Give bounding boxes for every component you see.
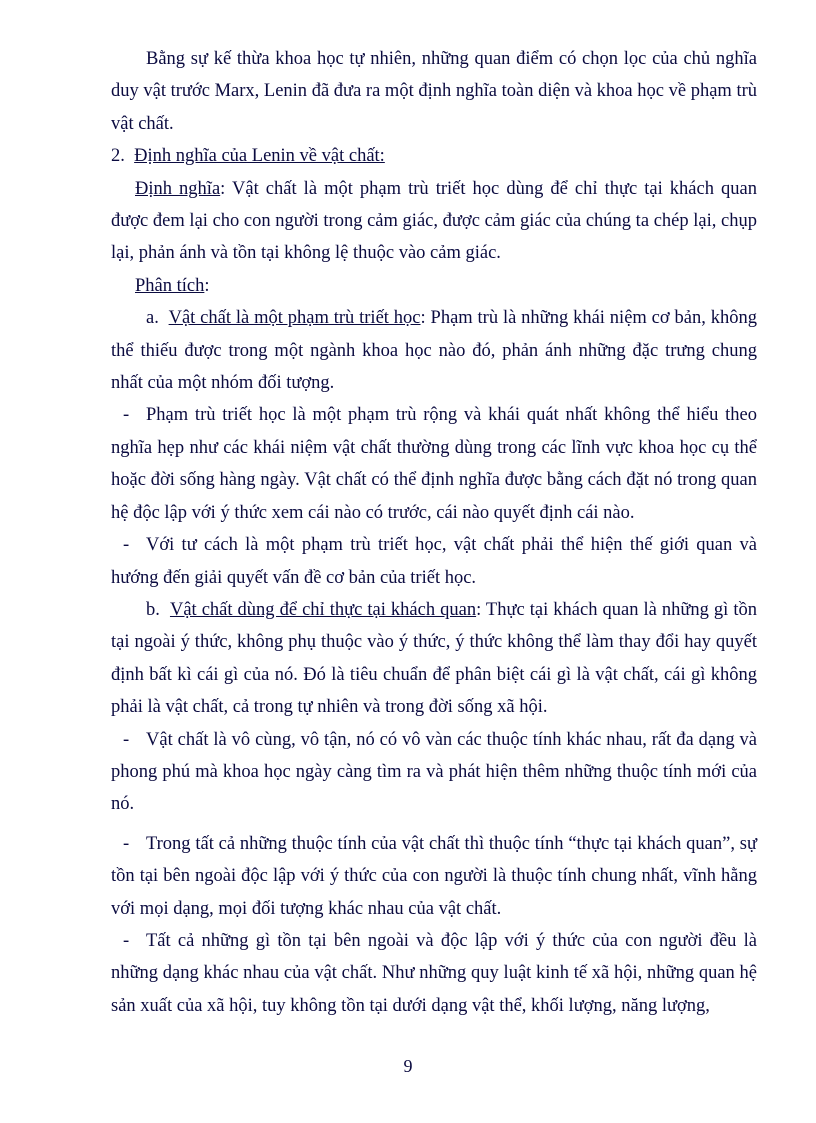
bullet-item bbox=[111, 724, 757, 821]
point-a-label: Vật chất là một phạm trù triết học bbox=[168, 308, 421, 329]
point-a-text: : Phạm trù là những khái niệm cơ bản, không thể thiếu được trong một ngành khoa học nào đó, phản ánh những đặc trưng chung nhất của một nhóm đối tượng. bbox=[111, 308, 757, 394]
analysis-label: Phân tích bbox=[135, 275, 205, 296]
bullet-dash: - bbox=[123, 833, 130, 854]
heading-number: 2. bbox=[111, 146, 125, 167]
bullet-text: Vật chất là vô cùng, vô tận, nó có vô vàn các thuộc tính khác nhau, rất đa dạng và phong phú mà khoa học ngày càng tìm ra và phát hiện thêm những thuộc tính mới của nó. bbox=[111, 729, 757, 815]
page-number: 9 bbox=[403, 1056, 413, 1076]
section-heading bbox=[111, 140, 757, 172]
bullet-text: Tất cả những gì tồn tại bên ngoài và độc lập với ý thức của con người đều là những dạng khác nhau của vật chất. Như những quy luật kinh tế xã hội, những quan hệ sản xuất của xã hội, tuy không tồn tại dưới dạng vật thể, khối lượng, năng lượng, bbox=[111, 930, 757, 1016]
bullet-dash: - bbox=[123, 535, 130, 556]
heading-text: Định nghĩa của Lenin về vật chất: bbox=[134, 146, 385, 167]
definition-paragraph bbox=[111, 173, 757, 270]
analysis-colon: : bbox=[204, 275, 210, 296]
point-a-paragraph bbox=[111, 302, 757, 399]
bullet-dash: - bbox=[123, 930, 130, 951]
bullet-text: Trong tất cả những thuộc tính của vật chất thì thuộc tính “thực tại khách quan”, sự tồn tại bên ngoài độc lập với ý thức của con người là thuộc tính chung nhất, vĩnh hằng với mọi dạng, mọi đối tượng khác nhau của vật chất. bbox=[111, 833, 757, 919]
bullet-item bbox=[111, 529, 757, 594]
point-a-prefix: a. bbox=[146, 308, 159, 329]
point-b-paragraph bbox=[111, 594, 757, 724]
bullet-text: Phạm trù triết học là một phạm trù rộng và khái quát nhất không thể hiểu theo nghĩa hẹp như các khái niệm vật chất thường dùng trong các lĩnh vực khoa học cụ thể hoặc đời sống hàng ngày. Vật chất có thể định nghĩa được bằng cách đặt nó trong quan hệ độc lập với ý thức xem cái nào có trước, cái nào quyết định cái nào. bbox=[111, 405, 757, 523]
definition-text: : Vật chất là một phạm trù triết học dùng để chỉ thực tại khách quan được đem lại cho con người trong cảm giác, được cảm giác của chúng ta chép lại, chụp lại, phản ánh và tồn tại không lệ thuộc vào cảm giác. bbox=[111, 178, 757, 264]
definition-label: Định nghĩa bbox=[135, 178, 221, 199]
point-b-label: Vật chất dùng để chỉ thực tại khách quan bbox=[169, 599, 477, 620]
point-b-text: : Thực tại khách quan là những gì tồn tại ngoài ý thức, không phụ thuộc vào ý thức, ý thức không thể làm thay đổi hay quyết định bất kì cái gì của nó. Đó là tiêu chuẩn để phân biệt cái gì là vật chất, cái gì không phải là vật chất, cả trong tự nhiên và trong đời sống xã hội. bbox=[111, 599, 757, 718]
bullet-item bbox=[111, 399, 757, 529]
bullet-text: Với tư cách là một phạm trù triết học, vật chất phải thể hiện thế giới quan và hướng đến giải quyết vấn đề cơ bản của triết học. bbox=[111, 535, 757, 588]
intro-paragraph: Bằng sự kế thừa khoa học tự nhiên, những quan điểm có chọn lọc của chủ nghĩa duy vật trước Marx, Lenin đã đưa ra một định nghĩa toàn diện và khoa học về phạm trù vật chất. bbox=[111, 49, 757, 134]
bullet-dash: - bbox=[123, 405, 130, 426]
point-b-prefix: b. bbox=[146, 599, 160, 620]
bullet-dash: - bbox=[123, 729, 130, 750]
analysis-heading bbox=[111, 270, 757, 302]
page-content bbox=[111, 43, 757, 1022]
bullet-item bbox=[111, 828, 757, 925]
bullet-item bbox=[111, 925, 757, 1022]
